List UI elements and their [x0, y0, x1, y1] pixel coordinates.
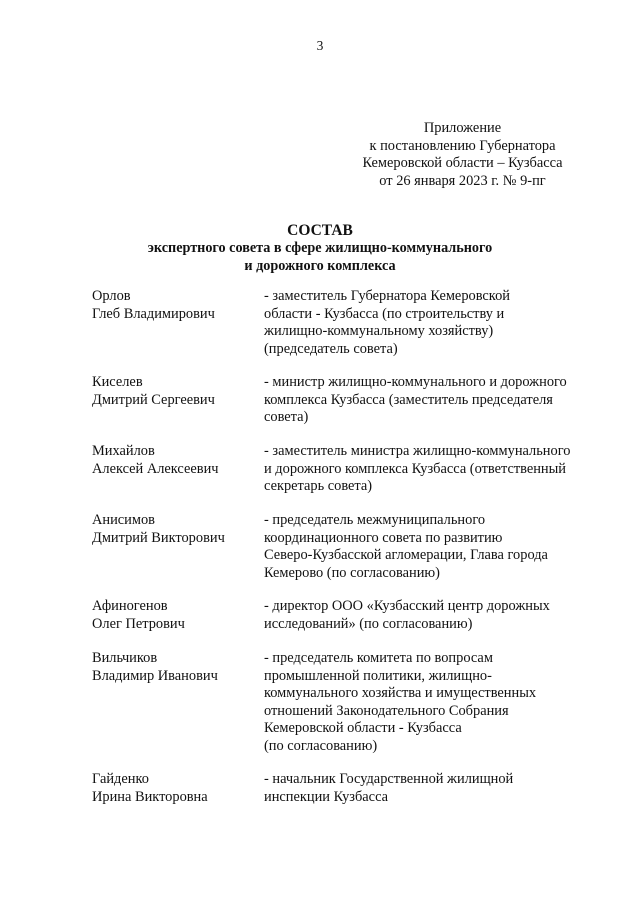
role-line: - министр жилищно-коммунального и дорожного [264, 374, 567, 390]
member-role [264, 512, 594, 582]
role-line: коммунального хозяйства и имущественных [264, 685, 537, 702]
member-surname: Киселев [92, 374, 143, 390]
role-line: - заместитель Губернатора Кемеровской [264, 288, 510, 304]
role-line: жилищно-коммунальному хозяйству) [264, 323, 494, 340]
role-line: - председатель комитета по вопросам [264, 650, 493, 666]
role-line: - заместитель министра жилищно-коммунального [264, 443, 571, 459]
member-role [264, 650, 594, 756]
member-name [92, 374, 257, 409]
page-number: 3 [316, 38, 324, 53]
member-name [92, 650, 257, 685]
member-given-names: Ирина Викторовна [92, 788, 208, 805]
role-line: исследований» (по согласованию) [264, 615, 473, 632]
member-surname: Анисимов [92, 512, 155, 528]
member-surname: Вильчиков [92, 650, 158, 666]
role-line: промышленной политики, жилищно- [264, 667, 492, 684]
member-role [264, 443, 594, 496]
role-line: комплекса Кузбасса (заместитель председателя [264, 391, 553, 408]
role-line: Северо-Кузбасской агломерации, Глава города [264, 547, 548, 564]
member-given-names: Владимир Иванович [92, 667, 218, 684]
member-name [92, 512, 257, 547]
member-role [264, 288, 594, 358]
role-line: и дорожного комплекса Кузбасса (ответственный [264, 460, 566, 477]
role-line: совета) [264, 409, 309, 426]
member-surname: Гайденко [92, 771, 149, 787]
role-line: координационного совета по развитию [264, 529, 503, 546]
title-subline: экспертного совета в сфере жилищно-коммунального [147, 240, 493, 256]
appendix-line: Кемеровской области – Кузбасса [362, 155, 563, 171]
appendix-block [340, 120, 585, 190]
role-line: (председатель совета) [264, 340, 398, 357]
member-given-names: Глеб Владимирович [92, 305, 215, 322]
appendix-line: Приложение [423, 120, 502, 136]
member-name [92, 598, 257, 633]
member-name [92, 288, 257, 323]
role-line: Кемеровской области - Кузбасса [264, 720, 462, 737]
role-line: инспекции Кузбасса [264, 788, 389, 805]
role-line: (по согласованию) [264, 737, 378, 754]
appendix-line: к постановлению Губернатора [369, 137, 556, 154]
role-line: отношений Законодательного Собрания [264, 702, 509, 719]
member-surname: Михайлов [92, 443, 155, 459]
role-line: - директор ООО «Кузбасский центр дорожных [264, 598, 550, 614]
member-role [264, 771, 594, 806]
member-surname: Афиногенов [92, 598, 168, 614]
member-role [264, 598, 594, 633]
title-heading: СОСТАВ [287, 222, 353, 239]
document-title [100, 221, 540, 275]
role-line: Кемерово (по согласованию) [264, 564, 440, 581]
member-given-names: Алексей Алексеевич [92, 460, 219, 477]
member-surname: Орлов [92, 288, 131, 304]
role-line: - председатель межмуниципального [264, 512, 486, 528]
appendix-line: от 26 января 2023 г. № 9-пг [379, 172, 546, 189]
member-given-names: Дмитрий Сергеевич [92, 391, 215, 408]
member-given-names: Олег Петрович [92, 615, 185, 632]
role-line: - начальник Государственной жилищной [264, 771, 514, 787]
member-given-names: Дмитрий Викторович [92, 529, 225, 546]
role-line: области - Кузбасса (по строительству и [264, 305, 505, 322]
title-subline: и дорожного комплекса [244, 257, 396, 274]
member-name [92, 771, 257, 806]
member-role [264, 374, 594, 427]
member-name [92, 443, 257, 478]
role-line: секретарь совета) [264, 478, 373, 495]
